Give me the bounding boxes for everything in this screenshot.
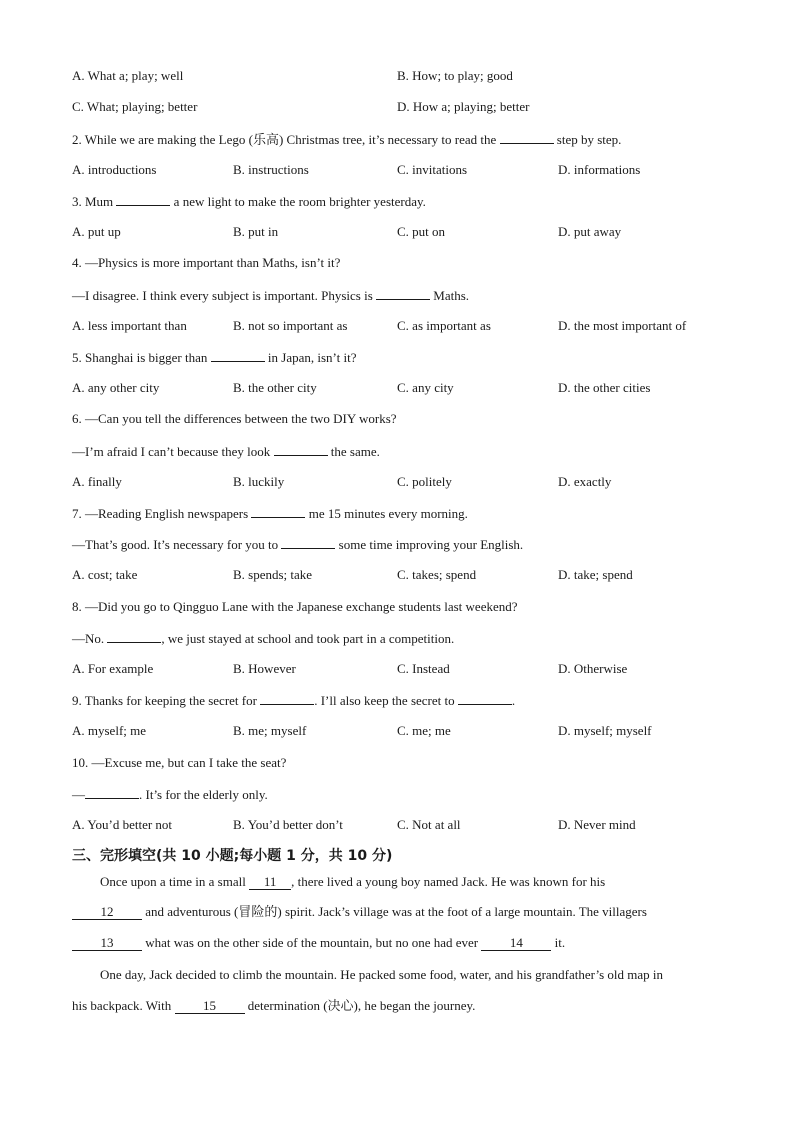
- q6-reply: [72, 443, 380, 460]
- q4-stem: 4. —Physics is more important than Maths, isn’t it?: [72, 255, 341, 270]
- q10-options: [72, 817, 732, 833]
- q4-reply: [72, 287, 469, 304]
- q8-options: [72, 661, 732, 677]
- q3-stem-text: 3. Mum: [72, 194, 117, 209]
- q2-options: [72, 162, 732, 178]
- q3-option-d[interactable]: D. put away: [558, 224, 622, 239]
- q3-option-c[interactable]: C. put on: [397, 224, 446, 239]
- q8-option-a[interactable]: A. For example: [72, 661, 154, 676]
- q9-stem-tail: .: [511, 693, 516, 708]
- q6-reply-tail: the same.: [327, 444, 380, 459]
- q2-stem-tail: step by step.: [553, 132, 622, 147]
- q9-stem: [72, 692, 515, 709]
- q4-options: [72, 318, 732, 334]
- q10-blank[interactable]: [85, 786, 139, 799]
- q9-option-a[interactable]: A. myself; me: [72, 723, 147, 738]
- q1-option-b[interactable]: B. How; to play; good: [397, 68, 513, 83]
- q5-option-d[interactable]: D. the other cities: [558, 380, 651, 395]
- q6-option-a[interactable]: A. finally: [72, 474, 122, 489]
- para2-text-b: determination (决心), he began the journey.: [244, 998, 476, 1013]
- q8-stem: 8. —Did you go to Qingguo Lane with the Japanese exchange students last weekend?: [72, 599, 518, 614]
- q5-stem-tail: in Japan, isn’t it?: [264, 350, 357, 365]
- q5-option-c[interactable]: C. any city: [397, 380, 454, 395]
- q9-options: [72, 723, 732, 739]
- q10-option-b[interactable]: B. You’d better don’t: [233, 817, 343, 832]
- cloze-blank-12[interactable]: 12: [72, 905, 142, 920]
- para1-text-d: what was on the other side of the mountain, but no one had ever: [142, 935, 482, 950]
- para2-text-a: his backpack. With: [72, 998, 175, 1013]
- q2-option-c[interactable]: C. invitations: [397, 162, 468, 177]
- q8-reply-tail: , we just stayed at school and took part in a competition.: [161, 631, 455, 646]
- q3-options: [72, 224, 732, 240]
- q6-stem: 6. —Can you tell the differences between the two DIY works?: [72, 411, 397, 426]
- q2-option-b[interactable]: B. instructions: [233, 162, 309, 177]
- q10-reply: [72, 786, 268, 803]
- q1-options: [72, 68, 732, 84]
- q4-reply-tail: Maths.: [430, 288, 470, 303]
- q7-blank-2[interactable]: [281, 536, 335, 549]
- cloze-blank-15[interactable]: 15: [175, 999, 245, 1014]
- q7-stem-tail: me 15 minutes every morning.: [305, 506, 468, 521]
- q9-option-d[interactable]: D. myself; myself: [558, 723, 652, 738]
- cloze-para1-line3: [72, 935, 712, 951]
- para1-text-e: it.: [551, 935, 566, 950]
- q4-option-d[interactable]: D. the most important of: [558, 318, 687, 333]
- q8-blank[interactable]: [107, 630, 161, 643]
- q8-option-d[interactable]: D. Otherwise: [558, 661, 628, 676]
- q3-stem: [72, 193, 426, 210]
- q2-option-a[interactable]: A. introductions: [72, 162, 157, 177]
- q6-option-b[interactable]: B. luckily: [233, 474, 285, 489]
- q7-option-a[interactable]: A. cost; take: [72, 567, 138, 582]
- q2-blank[interactable]: [500, 131, 554, 144]
- q5-option-a[interactable]: A. any other city: [72, 380, 160, 395]
- q7-reply-text: —That’s good. It’s necessary for you to: [72, 537, 282, 552]
- para1-text-a: Once upon a time in a small: [100, 874, 250, 889]
- q7-reply: [72, 536, 523, 553]
- para1-text-b: , there lived a young boy named Jack. He was known for his: [291, 874, 606, 889]
- cloze-blank-14[interactable]: 14: [481, 936, 551, 951]
- cloze-para1-line2: [72, 904, 712, 920]
- q10-option-d[interactable]: D. Never mind: [558, 817, 636, 832]
- q10-option-a[interactable]: A. You’d better not: [72, 817, 173, 832]
- q6-options: [72, 474, 732, 490]
- q1-option-c[interactable]: C. What; playing; better: [72, 99, 198, 114]
- q4-option-c[interactable]: C. as important as: [397, 318, 491, 333]
- q3-blank[interactable]: [116, 193, 170, 206]
- q8-option-b[interactable]: B. However: [233, 661, 296, 676]
- q1-option-a[interactable]: A. What a; play; well: [72, 68, 184, 83]
- q4-option-a[interactable]: A. less important than: [72, 318, 187, 333]
- q8-option-c[interactable]: C. Instead: [397, 661, 450, 676]
- section-heading-cloze: 三、完形填空(共 10 小题;每小题 1 分，共 10 分): [72, 848, 393, 864]
- q2-stem-text: 2. While we are making the Lego (乐高) Christmas tree, it’s necessary to read the: [72, 132, 500, 147]
- q9-stem-middle: . I’ll also keep the secret to: [314, 693, 458, 708]
- q7-stem: [72, 505, 468, 522]
- q7-option-c[interactable]: C. takes; spend: [397, 567, 477, 582]
- q7-reply-tail: some time improving your English.: [335, 537, 524, 552]
- q5-stem-text: 5. Shanghai is bigger than: [72, 350, 211, 365]
- q10-stem: 10. —Excuse me, but can I take the seat?: [72, 755, 287, 770]
- q5-option-b[interactable]: B. the other city: [233, 380, 317, 395]
- q6-option-c[interactable]: C. politely: [397, 474, 452, 489]
- q7-blank-1[interactable]: [251, 505, 305, 518]
- q1-options-row2: [72, 99, 732, 115]
- cloze-blank-13[interactable]: 13: [72, 936, 142, 951]
- q4-reply-text: —I disagree. I think every subject is important. Physics is: [72, 288, 377, 303]
- q10-reply-text: —: [72, 787, 85, 802]
- cloze-para2-line1: One day, Jack decided to climb the mountain. He packed some food, water, and his grandfather’s old map in: [100, 967, 664, 982]
- q7-stem-text: 7. —Reading English newspapers: [72, 506, 252, 521]
- q7-options: [72, 567, 732, 583]
- q5-blank[interactable]: [211, 349, 265, 362]
- cloze-para1-line1: [72, 874, 740, 890]
- q1-option-d[interactable]: D. How a; playing; better: [397, 99, 530, 114]
- q9-option-b[interactable]: B. me; myself: [233, 723, 307, 738]
- q4-blank[interactable]: [376, 287, 430, 300]
- q6-option-d[interactable]: D. exactly: [558, 474, 612, 489]
- q5-stem: [72, 349, 357, 366]
- q5-options: [72, 380, 732, 396]
- q9-option-c[interactable]: C. me; me: [397, 723, 451, 738]
- q10-option-c[interactable]: C. Not at all: [397, 817, 461, 832]
- q9-blank-2[interactable]: [458, 692, 512, 705]
- q7-option-d[interactable]: D. take; spend: [558, 567, 633, 582]
- cloze-blank-11[interactable]: 11: [249, 875, 291, 890]
- q2-stem: [72, 131, 621, 148]
- q3-option-b[interactable]: B. put in: [233, 224, 279, 239]
- q4-option-b[interactable]: B. not so important as: [233, 318, 348, 333]
- q9-blank-1[interactable]: [260, 692, 314, 705]
- q2-option-d[interactable]: D. informations: [558, 162, 641, 177]
- q10-reply-tail: . It’s for the elderly only.: [139, 787, 268, 802]
- q6-blank[interactable]: [274, 443, 328, 456]
- cloze-para2-line2: [72, 998, 712, 1014]
- para1-text-c: and adventurous (冒险的) spirit. Jack’s village was at the foot of a large mountain. The villagers: [142, 904, 647, 919]
- q7-option-b[interactable]: B. spends; take: [233, 567, 313, 582]
- q8-reply-text: —No.: [72, 631, 108, 646]
- q3-stem-tail: a new light to make the room brighter yesterday.: [170, 194, 426, 209]
- q6-reply-text: —I’m afraid I can’t because they look: [72, 444, 274, 459]
- q8-reply: [72, 630, 454, 647]
- q9-stem-text: 9. Thanks for keeping the secret for: [72, 693, 261, 708]
- q3-option-a[interactable]: A. put up: [72, 224, 121, 239]
